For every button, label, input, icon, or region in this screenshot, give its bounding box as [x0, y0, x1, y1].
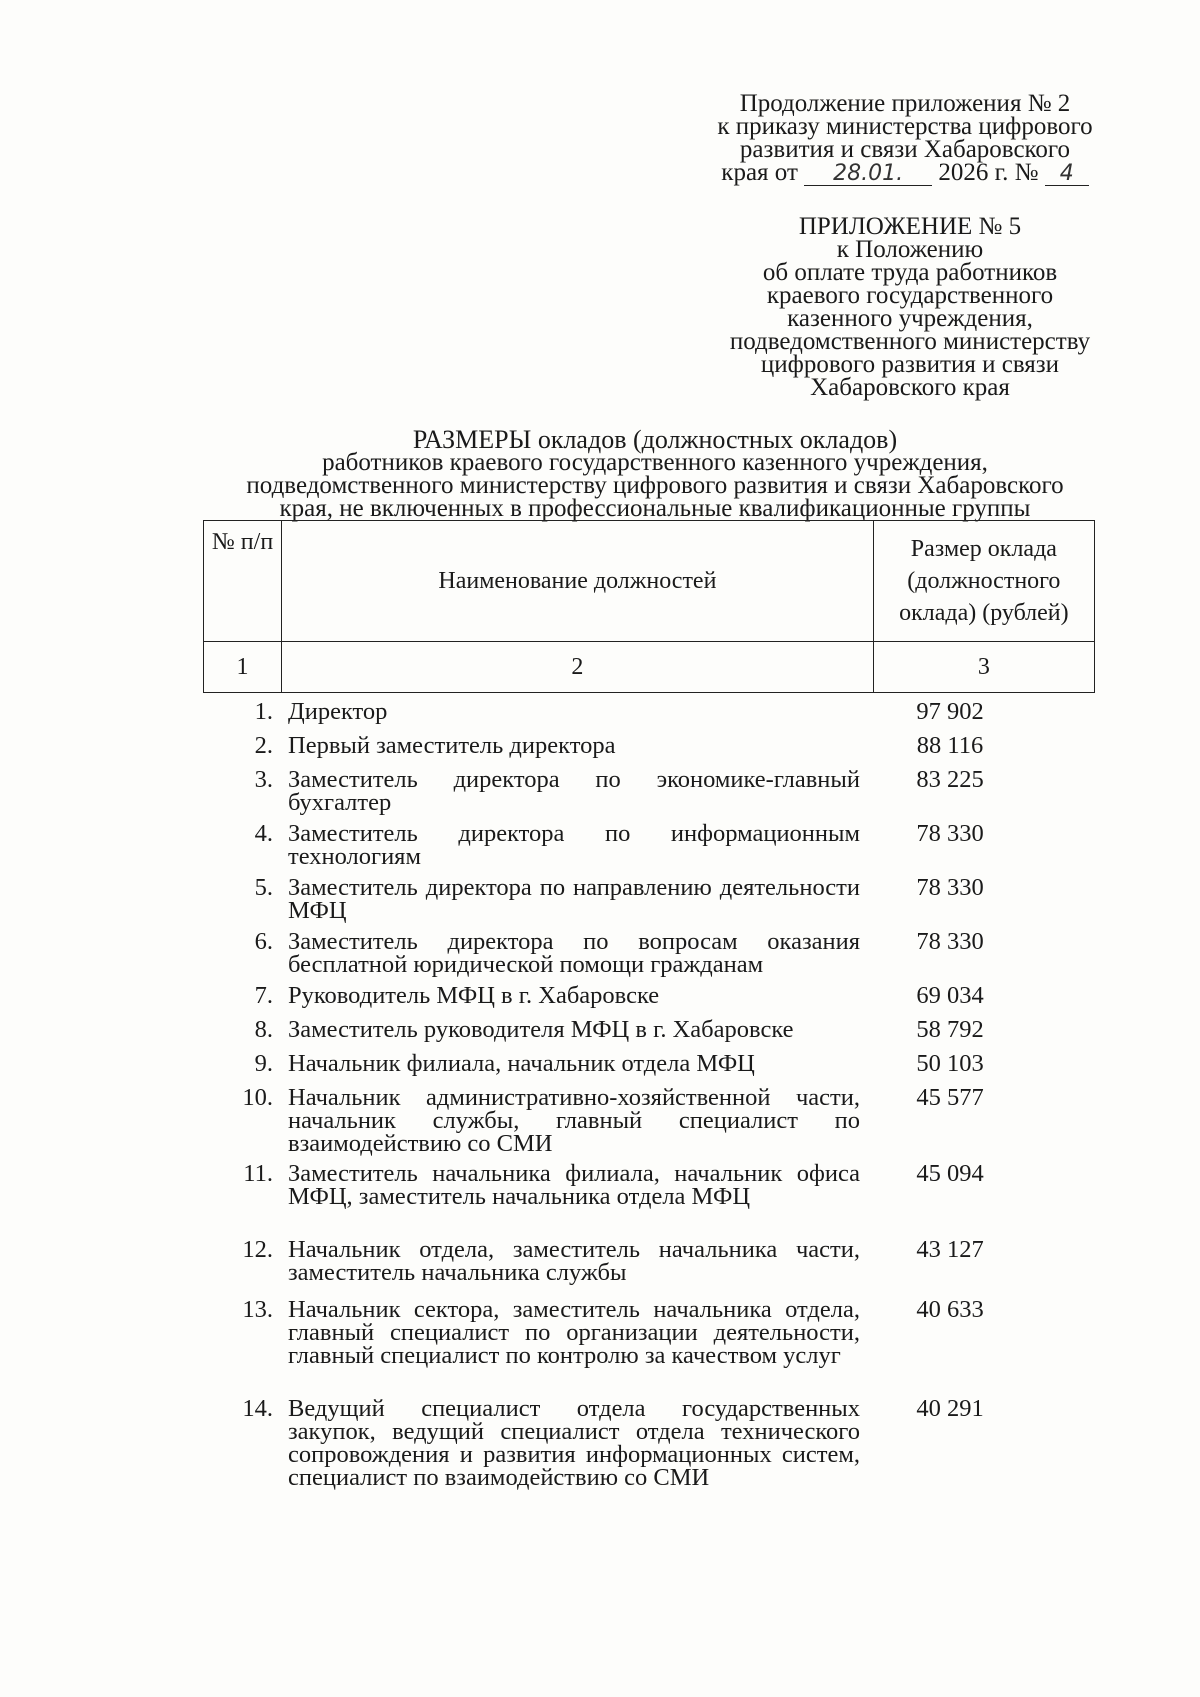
row-number: 4.: [254, 820, 273, 847]
title-line: работников краевого государственного казенного учреждения,: [322, 449, 988, 476]
row-salary: 88 116: [916, 732, 984, 759]
year-label: 2026 г. №: [938, 159, 1039, 186]
row-number: 11.: [243, 1160, 273, 1187]
row-position: Директор: [288, 698, 388, 725]
row-number: 8.: [254, 1016, 273, 1043]
continuation-line-4: [690, 161, 1120, 186]
handwritten-date: 28.01.: [804, 163, 932, 186]
row-salary: 40 633: [916, 1296, 984, 1323]
row-salary: 43 127: [916, 1236, 984, 1263]
appendix-title: ПРИЛОЖЕНИЕ № 5: [798, 213, 1022, 240]
continuation-line-1: Продолжение приложения № 2: [739, 90, 1071, 117]
row-number: 6.: [254, 928, 273, 955]
title-line: подведомственного министерству цифрового развития и связи Хабаровского: [246, 472, 1064, 499]
appendix-line: Хабаровского края: [810, 374, 1010, 401]
row-position: Заместитель директора по вопросам оказания бесплатной юридической помощи гражданам: [288, 928, 860, 978]
header-salary: Размер оклада (должностного оклада) (рублей): [873, 521, 1094, 642]
row-position: Начальник филиала, начальник отдела МФЦ: [288, 1050, 755, 1077]
header-row: [204, 521, 1095, 642]
row-salary: 69 034: [916, 982, 984, 1009]
appendix-line: цифрового развития и связи: [760, 351, 1060, 378]
row-position: Первый заместитель директора: [288, 732, 616, 759]
appendix-line: краевого государственного: [766, 282, 1054, 309]
title-heading: РАЗМЕРЫ окладов (должностных окладов): [412, 425, 898, 454]
column-number-2: 2: [282, 642, 874, 693]
row-position: Заместитель директора по экономике-главный бухгалтер: [288, 766, 860, 816]
column-number-row: [204, 642, 1095, 693]
appendix-line: к Положению: [836, 236, 984, 263]
row-position: Начальник отдела, заместитель начальника части, заместитель начальника службы: [288, 1236, 860, 1286]
appendix-line: об оплате труда работников: [762, 259, 1058, 286]
row-salary: 45 094: [916, 1160, 984, 1187]
column-number-1: 1: [204, 642, 282, 693]
continuation-block: [690, 92, 1120, 186]
row-salary: 45 577: [916, 1084, 984, 1111]
row-salary: 58 792: [916, 1016, 984, 1043]
row-number: 9.: [254, 1050, 273, 1077]
handwritten-number: 4: [1045, 163, 1089, 186]
table-header: [203, 520, 1095, 693]
row-position: Начальник сектора, заместитель начальника отдела, главный специалист по организации деятельности, главный специалист по контролю за качеством услуг: [288, 1296, 860, 1369]
row-number: 13.: [242, 1296, 273, 1323]
row-position: Ведущий специалист отдела государственных закупок, ведущий специалист отдела технического сопровождения и развития информационных систем, специалист по взаимодействию со СМИ: [288, 1395, 860, 1491]
row-salary: 83 225: [916, 766, 984, 793]
continuation-line-2: к приказу министерства цифрового: [717, 113, 1093, 140]
row-salary: 78 330: [916, 928, 984, 955]
row-position: Заместитель руководителя МФЦ в г. Хабаровске: [288, 1016, 794, 1043]
document-title: [205, 425, 1105, 522]
row-position: Начальник административно-хозяйственной части, начальник службы, главный специалист по взаимодействию со СМИ: [288, 1084, 860, 1157]
row-position: Заместитель начальника филиала, начальник офиса МФЦ, заместитель начальника отдела МФЦ: [288, 1160, 860, 1210]
row-number: 10.: [242, 1084, 273, 1111]
row-position: Заместитель директора по информационным технологиям: [288, 820, 860, 870]
row-number: 14.: [242, 1395, 273, 1422]
row-salary: 78 330: [916, 820, 984, 847]
row-position: Заместитель директора по направлению деятельности МФЦ: [288, 874, 860, 924]
row-number: 12.: [242, 1236, 273, 1263]
row-salary: 78 330: [916, 874, 984, 901]
continuation-line-3: развития и связи Хабаровского: [739, 136, 1071, 163]
header-number: № п/п: [204, 521, 282, 642]
row-salary: 97 902: [916, 698, 984, 725]
header-position: Наименование должностей: [282, 521, 874, 642]
row-position: Руководитель МФЦ в г. Хабаровске: [288, 982, 660, 1009]
row-number: 5.: [254, 874, 273, 901]
title-line: края, не включенных в профессиональные квалификационные группы: [279, 495, 1031, 522]
row-number: 2.: [254, 732, 273, 759]
column-number-3: 3: [873, 642, 1094, 693]
row-number: 1.: [254, 698, 273, 725]
row-salary: 50 103: [916, 1050, 984, 1077]
row-salary: 40 291: [916, 1395, 984, 1422]
appendix-block: [690, 215, 1130, 399]
row-number: 7.: [254, 982, 273, 1009]
appendix-line: подведомственного министерству: [729, 328, 1091, 355]
date-prefix: края от: [721, 159, 798, 186]
row-number: 3.: [254, 766, 273, 793]
appendix-line: казенного учреждения,: [787, 305, 1033, 332]
